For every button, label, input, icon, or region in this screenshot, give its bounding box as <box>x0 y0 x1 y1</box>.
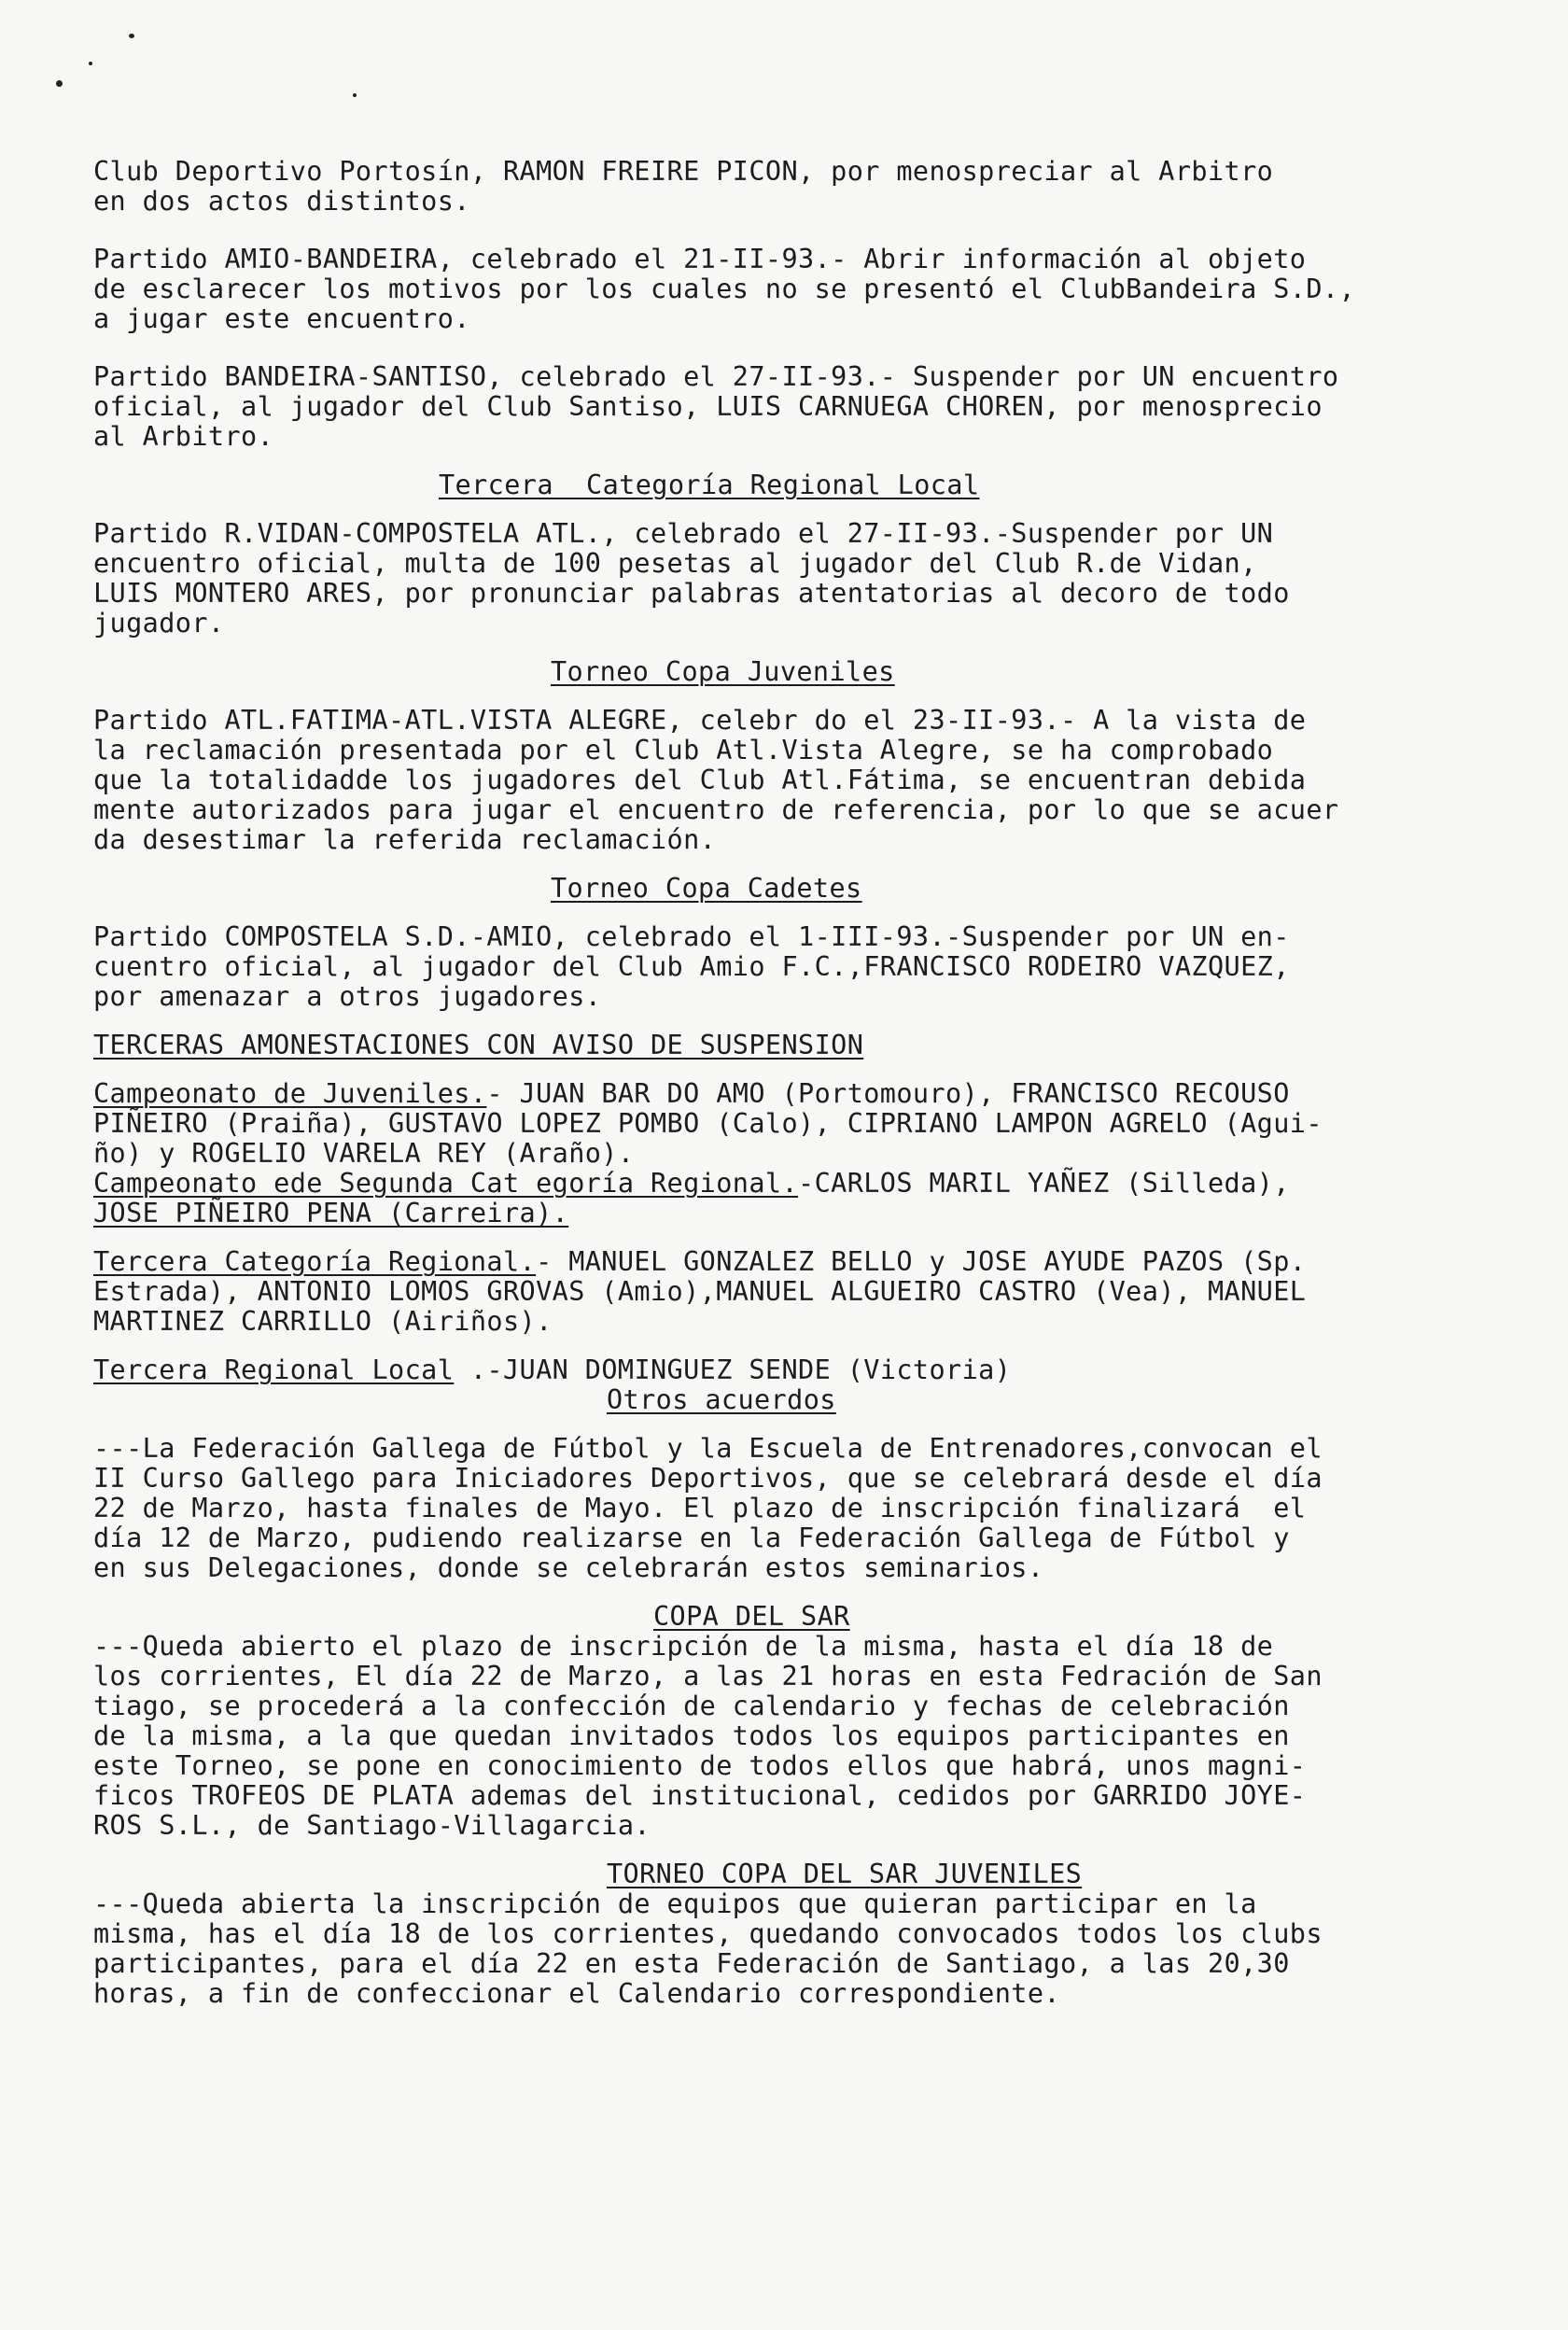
paragraph-tercera-local-amonestados <box>93 1355 1493 1385</box>
text-line: MARTINEZ CARRILLO (Airiños). <box>93 1306 553 1337</box>
text-line: -CARLOS MARIL YAÑEZ (Silleda), <box>798 1168 1290 1199</box>
text-line: de la misma, a la que quedan invitados todos los equipos participantes en <box>93 1720 1290 1751</box>
section-heading-amonestaciones: TERCERAS AMONESTACIONES CON AVISO DE SUSPENSION <box>93 1030 864 1060</box>
text-line: 22 de Marzo, hasta finales de Mayo. El plazo de inscripción finalizará el <box>93 1493 1307 1523</box>
text-line: da desestimar la referida reclamación. <box>93 824 717 855</box>
text-line: LUIS MONTERO ARES, por pronunciar palabras atentatorias al decoro de todo <box>93 578 1290 609</box>
text-line: por amenazar a otros jugadores. <box>93 981 602 1012</box>
paragraph-segunda-amonestados <box>93 1169 1493 1228</box>
text-line: II Curso Gallego para Iniciadores Deportivos, que se celebrará desde el día <box>93 1463 1323 1494</box>
section-heading-otros-acuerdos: Otros acuerdos <box>607 1384 836 1415</box>
section-heading-copa-sar: COPA DEL SAR <box>653 1601 850 1632</box>
paragraph-portosin <box>93 157 1493 217</box>
text-line: participantes, para el día 22 en esta Federación de Santiago, a las 20,30 <box>93 1948 1290 1979</box>
category-label: Tercera Categoría Regional. <box>93 1246 537 1277</box>
text-line: de esclarecer los motivos por los cuales no se presentó el ClubBandeira S.D., <box>93 274 1355 304</box>
text-line: al Arbitro. <box>93 421 274 452</box>
text-line: Partido BANDEIRA-SANTISO, celebrado el 27-II-93.- Suspender por UN encuentro <box>93 361 1339 392</box>
text-line: Partido ATL.FATIMA-ATL.VISTA ALEGRE, celebr do el 23-II-93.- A la vista de <box>93 705 1307 736</box>
text-line: la reclamación presentada por el Club Atl.Vista Alegre, se ha comprobado <box>93 735 1274 765</box>
text-line: que la totalidadde los jugadores del Club Atl.Fátima, se encuentran debida <box>93 765 1307 795</box>
text-line: Club Deportivo Portosín, RAMON FREIRE PICON, por menospreciar al Arbitro <box>93 156 1274 187</box>
paragraph-amio-bandeira <box>93 245 1493 334</box>
text-line: Partido COMPOSTELA S.D.-AMIO, celebrado el 1-III-93.-Suspender por UN en- <box>93 921 1290 952</box>
text-line: ficos TROFEOS DE PLATA ademas del institucional, cedidos por GARRIDO JOYE- <box>93 1780 1307 1811</box>
text-line: Partido AMIO-BANDEIRA, celebrado el 21-II-93.- Abrir información al objeto <box>93 244 1307 274</box>
text-line: Partido R.VIDAN-COMPOSTELA ATL., celebrado el 27-II-93.-Suspender por UN <box>93 518 1274 549</box>
ink-speck <box>56 80 63 87</box>
section-heading-copa-cadetes: Torneo Copa Cadetes <box>551 873 862 904</box>
text-line: ---Queda abierta la inscripción de equipos que quieran participar en la <box>93 1888 1257 1919</box>
paragraph-curso-gallego <box>93 1434 1493 1583</box>
text-line: tiago, se procederá a la confección de calendario y fechas de celebración <box>93 1691 1290 1721</box>
text-line: ROS S.L., de Santiago-Villagarcia. <box>93 1810 651 1841</box>
text-line: los corrientes, El día 22 de Marzo, a las 21 horas en esta Fedración de San <box>93 1661 1323 1691</box>
text-line: Estrada), ANTONIO LOMOS GROVAS (Amio),MANUEL ALGUEIRO CASTRO (Vea), MANUEL <box>93 1276 1307 1307</box>
paragraph-bandeira-santiso <box>93 362 1493 452</box>
paragraph-juveniles-amonestados <box>93 1079 1493 1169</box>
text-line: ---La Federación Gallega de Fútbol y la Escuela de Entrenadores,convocan el <box>93 1433 1323 1464</box>
text-line: en sus Delegaciones, donde se celebrarán estos seminarios. <box>93 1552 1044 1583</box>
paragraph-fatima-vista-alegre <box>93 706 1493 855</box>
text-line: mente autorizados para jugar el encuentro de referencia, por lo que se acuer <box>93 794 1339 825</box>
paragraph-tercera-amonestados <box>93 1247 1493 1337</box>
paragraph-copa-sar <box>93 1632 1493 1841</box>
category-label: Campeonato ede Segunda Cat egoría Regional. <box>93 1168 799 1199</box>
category-label: Campeonato de Juveniles. <box>93 1078 487 1109</box>
text-line: PIÑEIRO (Praiña), GUSTAVO LOPEZ POMBO (Calo), CIPRIANO LAMPON AGRELO (Agui- <box>93 1108 1323 1139</box>
text-line: .-JUAN DOMINGUEZ SENDE (Victoria) <box>454 1354 1012 1385</box>
text-line: en dos actos distintos. <box>93 186 470 217</box>
text-line: - JUAN BAR DO AMO (Portomouro), FRANCISCO RECOUSO <box>486 1078 1290 1109</box>
text-line: - MANUEL GONZALEZ BELLO y JOSE AYUDE PAZOS (Sp. <box>536 1246 1307 1277</box>
text-line: misma, has el día 18 de los corrientes, quedando convocados todos los clubs <box>93 1918 1323 1949</box>
paragraph-vidan-compostela <box>93 519 1493 639</box>
paragraph-compostela-amio <box>93 922 1493 1012</box>
text-line: este Torneo, se pone en conocimiento de todos ellos que habrá, unos magni- <box>93 1750 1307 1781</box>
text-line: JOSE PIÑEIRO PENA (Carreira). <box>93 1198 569 1228</box>
section-heading-copa-juveniles: Torneo Copa Juveniles <box>551 656 895 687</box>
category-label: Tercera Regional Local <box>93 1354 455 1385</box>
text-line: horas, a fin de confeccionar el Calendario correspondiente. <box>93 1978 1060 2009</box>
text-line: ño) y ROGELIO VARELA REY (Araño). <box>93 1138 635 1169</box>
text-line: a jugar este encuentro. <box>93 303 470 334</box>
document-body <box>93 157 1493 2009</box>
ink-speck <box>129 34 134 38</box>
ink-speck <box>353 93 357 97</box>
paragraph-copa-sar-juveniles <box>93 1889 1493 2009</box>
ink-speck <box>89 62 92 65</box>
text-line: encuentro oficial, multa de 100 pesetas al jugador del Club R.de Vidan, <box>93 548 1257 579</box>
section-heading-tercera-local: Tercera Categoría Regional Local <box>439 470 980 500</box>
text-line: jugador. <box>93 608 225 639</box>
text-line: día 12 de Marzo, pudiendo realizarse en la Federación Gallega de Fútbol y <box>93 1523 1290 1553</box>
text-line: oficial, al jugador del Club Santiso, LUIS CARNUEGA CHOREN, por menosprecio <box>93 391 1323 422</box>
section-heading-copa-sar-juveniles: TORNEO COPA DEL SAR JUVENILES <box>607 1859 1083 1889</box>
text-line: ---Queda abierto el plazo de inscripción de la misma, hasta el día 18 de <box>93 1631 1274 1662</box>
text-line: cuentro oficial, al jugador del Club Amio F.C.,FRANCISCO RODEIRO VAZQUEZ, <box>93 951 1290 982</box>
